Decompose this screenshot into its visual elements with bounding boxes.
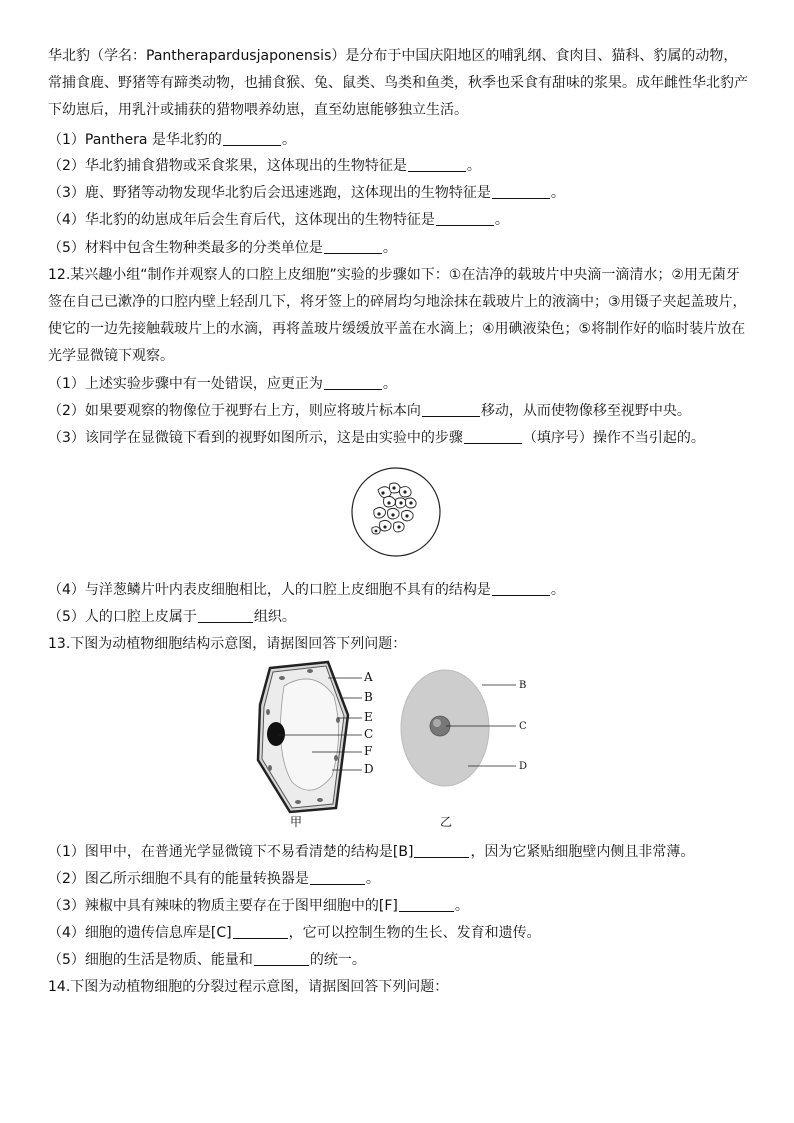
q12-item-2: （2）如果要观察的物像位于视野右上方，则应将玻片标本向 移动，从而使物像移至视野中央。: [48, 398, 753, 424]
cell-structure-figure: [240, 660, 550, 830]
q13-item-1: （1）图甲中，在普通光学显微镜下不易看清楚的结构是[B] ，因为它紧贴细胞壁内侧且非常薄。: [48, 839, 753, 865]
caption-yi: 乙: [440, 815, 453, 829]
nucleus-highlight: [433, 719, 441, 727]
q11-item-2: （2）华北豹捕食猎物或采食浆果，这体现出的生物特征是 。: [48, 153, 753, 179]
answer-blank[interactable]: [414, 841, 469, 858]
q11-passage: 华北豹（学名：Pantherapardusjaponensis）是分布于中国庆阳地区的哺乳纲、食肉目、猫科、豹属的动物，常捕食鹿、野猪等有蹄类动物，也捕食猴、兔、鼠类、鸟类和鱼类，秋季也采食有甜味的浆果。成年雌性华北豹产下幼崽后，用乳汁或捕获的猎物喂养幼崽，直至幼崽能够独立生活。: [48, 48, 748, 118]
q12-passage: 12.某兴趣小组“制作并观察人的口腔上皮细胞”实验的步骤如下：①在洁净的载玻片中央滴一滴清水；②用无菌牙签在自己已漱净的口腔内壁上轻刮几下，将牙签上的碎屑均匀地涂抹在载玻片上的液滴中；③用镊子夹起盖玻片，使它的一边先接触载玻片上的水滴，再将盖玻片缓缓放平盖在水滴上；④用碘液染色；⑤将制作好的临时装片放在光学显微镜下观察。: [48, 267, 747, 364]
answer-blank[interactable]: [408, 155, 466, 172]
q11-item-5: （5）材料中包含生物种类最多的分类单位是 。: [48, 235, 753, 261]
answer-blank[interactable]: [436, 209, 494, 226]
answer-blank[interactable]: [233, 922, 288, 939]
microscope-field-figure: [350, 466, 442, 558]
answer-blank[interactable]: [492, 182, 550, 199]
q12-item-4: （4）与洋葱鳞片叶内表皮细胞相比，人的口腔上皮细胞不具有的结构是 。: [48, 577, 753, 603]
label-yi-d: D: [519, 761, 528, 772]
answer-blank[interactable]: [223, 129, 281, 146]
q11-item-3: （3）鹿、野猪等动物发现华北豹后会迅速逃跑，这体现出的生物特征是 。: [48, 180, 753, 206]
q14-intro: 14.下图为动植物细胞的分裂过程示意图，请据图回答下列问题：: [48, 979, 449, 995]
label-f: F: [364, 744, 373, 758]
label-b: B: [364, 690, 373, 704]
answer-blank[interactable]: [324, 237, 382, 254]
q12-item-1: （1）上述实验步骤中有一处错误，应更正为 。: [48, 371, 753, 397]
label-a: A: [364, 670, 373, 684]
q11-item-4: （4）华北豹的幼崽成年后会生育后代，这体现出的生物特征是 。: [48, 207, 753, 233]
answer-blank[interactable]: [254, 949, 309, 966]
answer-blank[interactable]: [198, 606, 253, 623]
label-yi-b: B: [519, 680, 527, 691]
q12-item-5: （5）人的口腔上皮属于 组织。: [48, 604, 753, 630]
plant-cell-diagram: [258, 662, 374, 829]
answer-blank[interactable]: [492, 579, 550, 596]
q13-item-3: （3）辣椒中具有辣味的物质主要存在于图甲细胞中的[F] 。: [48, 893, 753, 919]
q11-item-1: （1）Panthera 是华北豹的 。: [48, 127, 753, 153]
q13-intro: 13.下图为动植物细胞结构示意图，请据图回答下列问题：: [48, 636, 407, 652]
q13-item-5: （5）细胞的生活是物质、能量和 的统一。: [48, 947, 753, 973]
animal-cell-diagram: [401, 670, 527, 829]
vacuole: [280, 679, 338, 790]
answer-blank[interactable]: [310, 868, 365, 885]
q13-item-2: （2）图乙所示细胞不具有的能量转换器是 。: [48, 866, 753, 892]
label-yi-c: C: [519, 721, 527, 732]
q12-item-3: （3）该同学在显微镜下看到的视野如图所示，这是由实验中的步骤 （填序号）操作不当引起的。: [48, 425, 753, 451]
answer-blank[interactable]: [464, 427, 522, 444]
answer-blank[interactable]: [399, 895, 454, 912]
label-c: C: [364, 727, 374, 741]
answer-blank[interactable]: [324, 373, 382, 390]
caption-jia: 甲: [290, 815, 303, 829]
labels-yi: [519, 680, 527, 772]
answer-blank[interactable]: [422, 400, 480, 417]
label-d: D: [364, 762, 374, 776]
labels-jia: [363, 670, 374, 776]
label-e: E: [364, 710, 373, 724]
nucleus: [267, 722, 285, 746]
q13-item-4: （4）细胞的遗传信息库是[C] ，它可以控制生物的生长、发育和遗传。: [48, 920, 753, 946]
